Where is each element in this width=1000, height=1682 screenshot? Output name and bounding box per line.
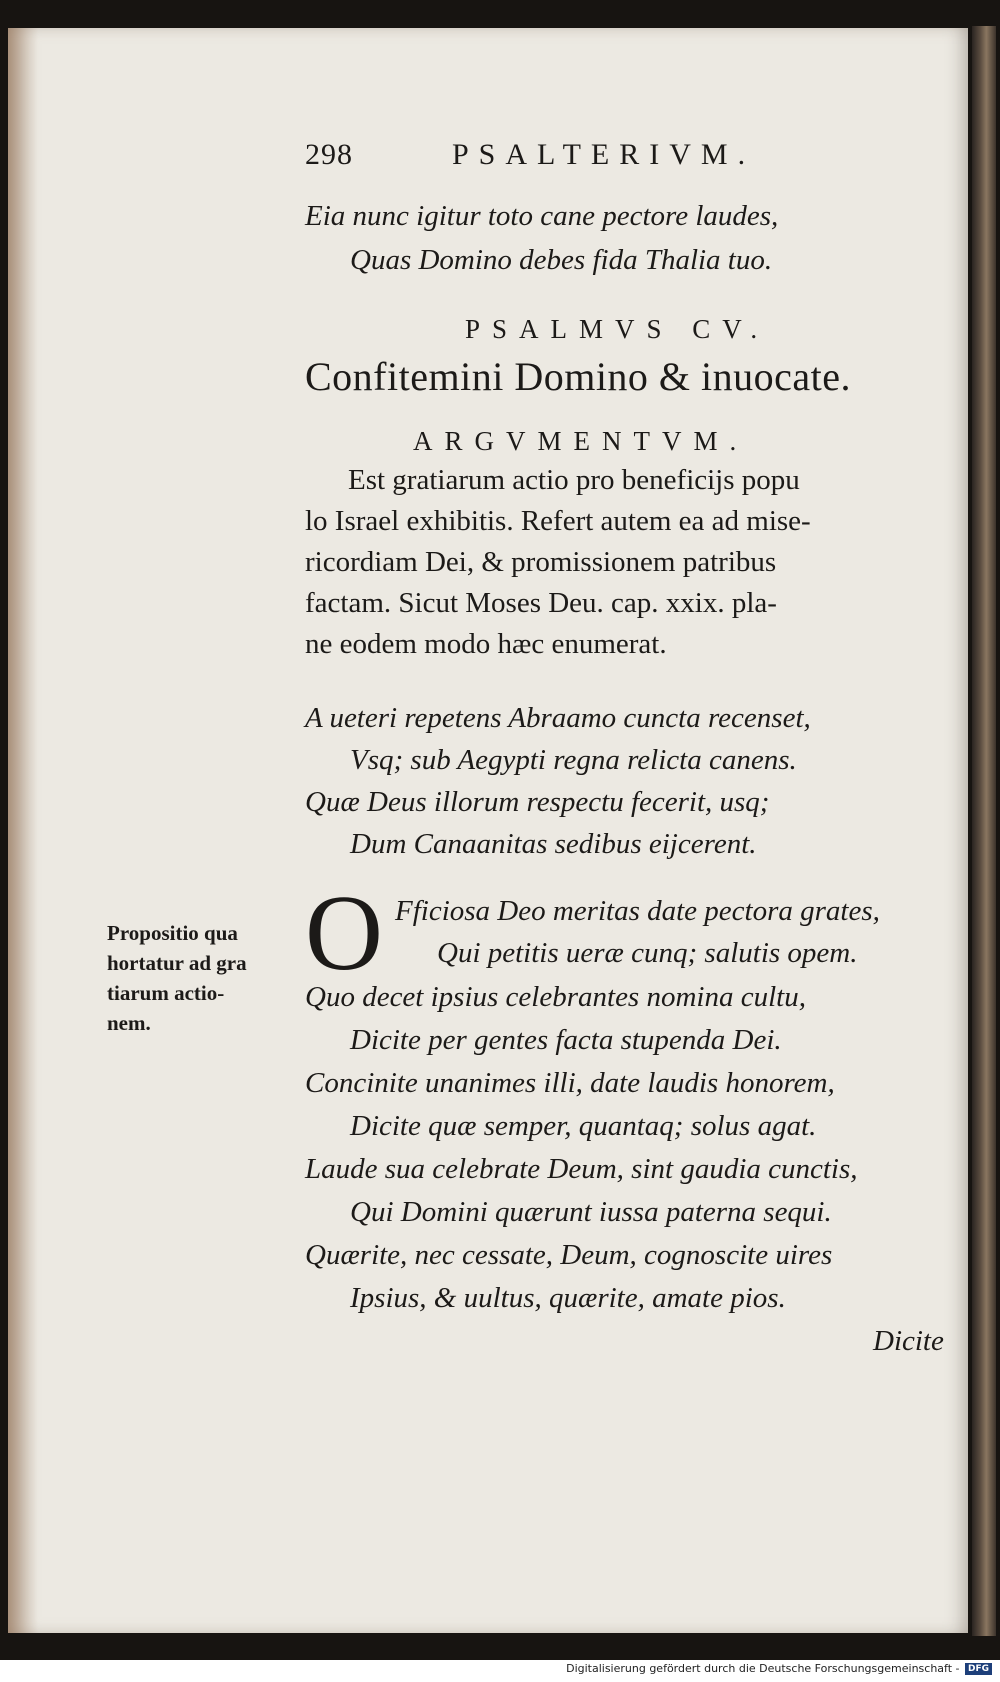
psalm-verse-5: Concinite unanimes illi, date laudis honorem, — [305, 1067, 835, 1099]
psalm-verse-6: Dicite quæ semper, quantaq; solus agat. — [350, 1110, 817, 1142]
summary-verse-4: Dum Canaanitas sedibus eijcerent. — [350, 828, 757, 860]
psalm-verse-7: Laude sua celebrate Deum, sint gaudia cunctis, — [305, 1153, 858, 1185]
argumentum-line-1: Est gratiarum actio pro beneficijs popu — [348, 464, 800, 496]
running-title: PSALTERIVM. — [452, 138, 756, 171]
summary-verse-1: A ueteri repetens Abraamo cuncta recenset, — [305, 702, 811, 734]
argumentum-line-5: ne eodem modo hæc enumerat. — [305, 628, 667, 660]
argumentum-line-4: factam. Sicut Moses Deu. cap. xxix. pla- — [305, 587, 777, 619]
psalm-verse-10: Ipsius, & uultus, quærite, amate pios. — [350, 1282, 786, 1314]
marginal-note-line-1: Propositio qua — [107, 921, 238, 945]
psalm-verse-1: Fficiosa Deo meritas date pectora grates, — [395, 895, 880, 927]
psalm-title: PSALMVS CV. — [465, 314, 770, 344]
drop-cap: O — [305, 874, 383, 993]
summary-verse-2: Vsq; sub Aegypti regna relicta canens. — [350, 744, 797, 776]
psalm-verse-2: Qui petitis ueræ cunq; salutis opem. — [437, 937, 858, 969]
catchword: Dicite — [873, 1325, 944, 1357]
credit-text: Digitalisierung gefördert durch die Deutsche Forschungsgemeinschaft - — [566, 1662, 960, 1675]
summary-verse-3: Quæ Deus illorum respectu fecerit, usq; — [305, 786, 770, 818]
psalm-verse-4: Dicite per gentes facta stupenda Dei. — [350, 1024, 782, 1056]
dfg-logo: DFG — [965, 1663, 992, 1675]
marginal-note-line-4: nem. — [107, 1011, 151, 1035]
argumentum-line-2: lo Israel exhibitis. Refert autem ea ad mise- — [305, 505, 811, 537]
closing-verse-2: Quas Domino debes fida Thalia tuo. — [350, 244, 773, 276]
psalm-verse-8: Qui Domini quærunt iussa paterna sequi. — [350, 1196, 832, 1228]
psalm-verse-3: Quo decet ipsius celebrantes nomina cultu, — [305, 981, 806, 1013]
argumentum-line-3: ricordiam Dei, & promissionem patribus — [305, 546, 777, 578]
psalm-incipit: Confitemini Domino & inuocate. — [305, 354, 852, 399]
psalm-verse-9: Quærite, nec cessate, Deum, cognoscite uires — [305, 1239, 833, 1271]
gutter-shadow — [8, 28, 38, 1633]
marginal-note-line-3: tiarum actio- — [107, 981, 225, 1005]
page-edge — [972, 26, 996, 1636]
page-number: 298 — [305, 138, 353, 171]
closing-verse-1: Eia nunc igitur toto cane pectore laudes, — [305, 200, 779, 232]
digitization-credit — [566, 1662, 992, 1675]
argumentum-heading: ARGVMENTVM. — [413, 426, 749, 456]
marginal-note-line-2: hortatur ad gra — [107, 951, 247, 975]
